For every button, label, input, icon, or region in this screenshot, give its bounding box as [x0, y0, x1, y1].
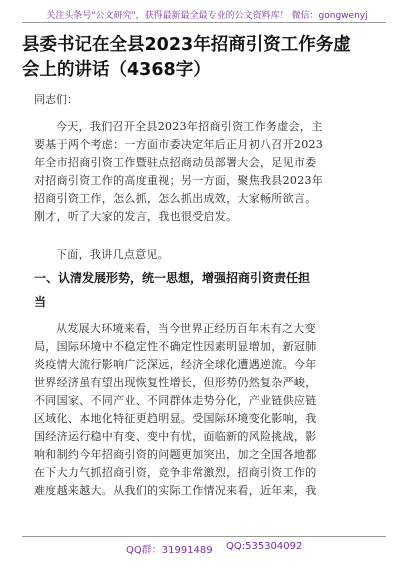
- title-line-1: 县委书记在全县2023年招商引资工作务虚: [22, 35, 351, 55]
- body-line: 不同国家、不同产业、不同群体走势分化，产业链供应链: [34, 394, 317, 407]
- body-line: 难度越来越大。从我们的实际工作情况来看，近年来，我: [34, 484, 317, 497]
- section-heading-line: 当: [34, 295, 47, 309]
- intro-line: 对招商引资工作的高度重视；另一方面，聚焦我县2023年: [34, 174, 324, 187]
- intro-paragraph: [34, 118, 364, 226]
- body-line: 响和制约今年招商引资的问题更加突出，加之全国各地都: [34, 448, 317, 461]
- transition-line: 下面，我讲几点意见。: [56, 248, 169, 261]
- salutation: 同志们：: [34, 93, 78, 106]
- body-line: 在下大力气抓招商引资，竞争非常激烈，招商引资工作的: [34, 466, 317, 479]
- section-heading-line: 一、认清发展形势，统一思想，增强招商引资责任担: [34, 271, 311, 285]
- body-line: 国经济运行稳中有变、变中有忧，面临新的风险挑战，影: [34, 430, 317, 443]
- section-1-heading: [34, 266, 374, 314]
- header-divider: [22, 22, 386, 23]
- intro-line: 今天，我们召开全县2023年招商引资工作务虚会，主: [56, 120, 323, 133]
- body-line: 炎疫情大流行影响广泛深远，经济全球化遭遇逆流。今年: [34, 358, 317, 371]
- footer-divider: [22, 536, 386, 537]
- top-banner: 关注头条号"公文研究"，获得最新最全最专业的公文资料库！ 微信：gongwenyj: [46, 11, 368, 21]
- document-title: [22, 33, 392, 83]
- body-line: 从发展大环境来看，当今世界正经历百年未有之大变: [56, 322, 316, 335]
- title-line-2: 会上的讲话（4368字）: [22, 60, 211, 80]
- body-line: 区域化、本地化特征更趋明显。受国际环境变化影响，我: [34, 412, 317, 425]
- intro-line: 要基于两个考虑：一方面市委决定年后正月初八召开2023: [34, 138, 324, 151]
- body-line: 局，国际环境中不稳定性不确定性因素明显增加，新冠肺: [34, 340, 317, 353]
- footer-qq-group: QQ群：31991489: [126, 545, 213, 556]
- transition-paragraph: [34, 246, 364, 264]
- intro-line: 年全市招商引资工作暨驻点招商动员部署大会，足见市委: [34, 156, 317, 169]
- body-line: 世界经济虽有望出现恢复性增长，但形势仍然复杂严峻，: [34, 376, 317, 389]
- footer-qq: QQ:535304092: [226, 541, 303, 552]
- intro-line: 招商引资工作，怎么抓，怎么抓出成效，大家畅所欲言。: [34, 192, 317, 205]
- body-paragraph: [34, 320, 364, 500]
- intro-line: 刚才，听了大家的发言，我也很受启发。: [34, 210, 238, 223]
